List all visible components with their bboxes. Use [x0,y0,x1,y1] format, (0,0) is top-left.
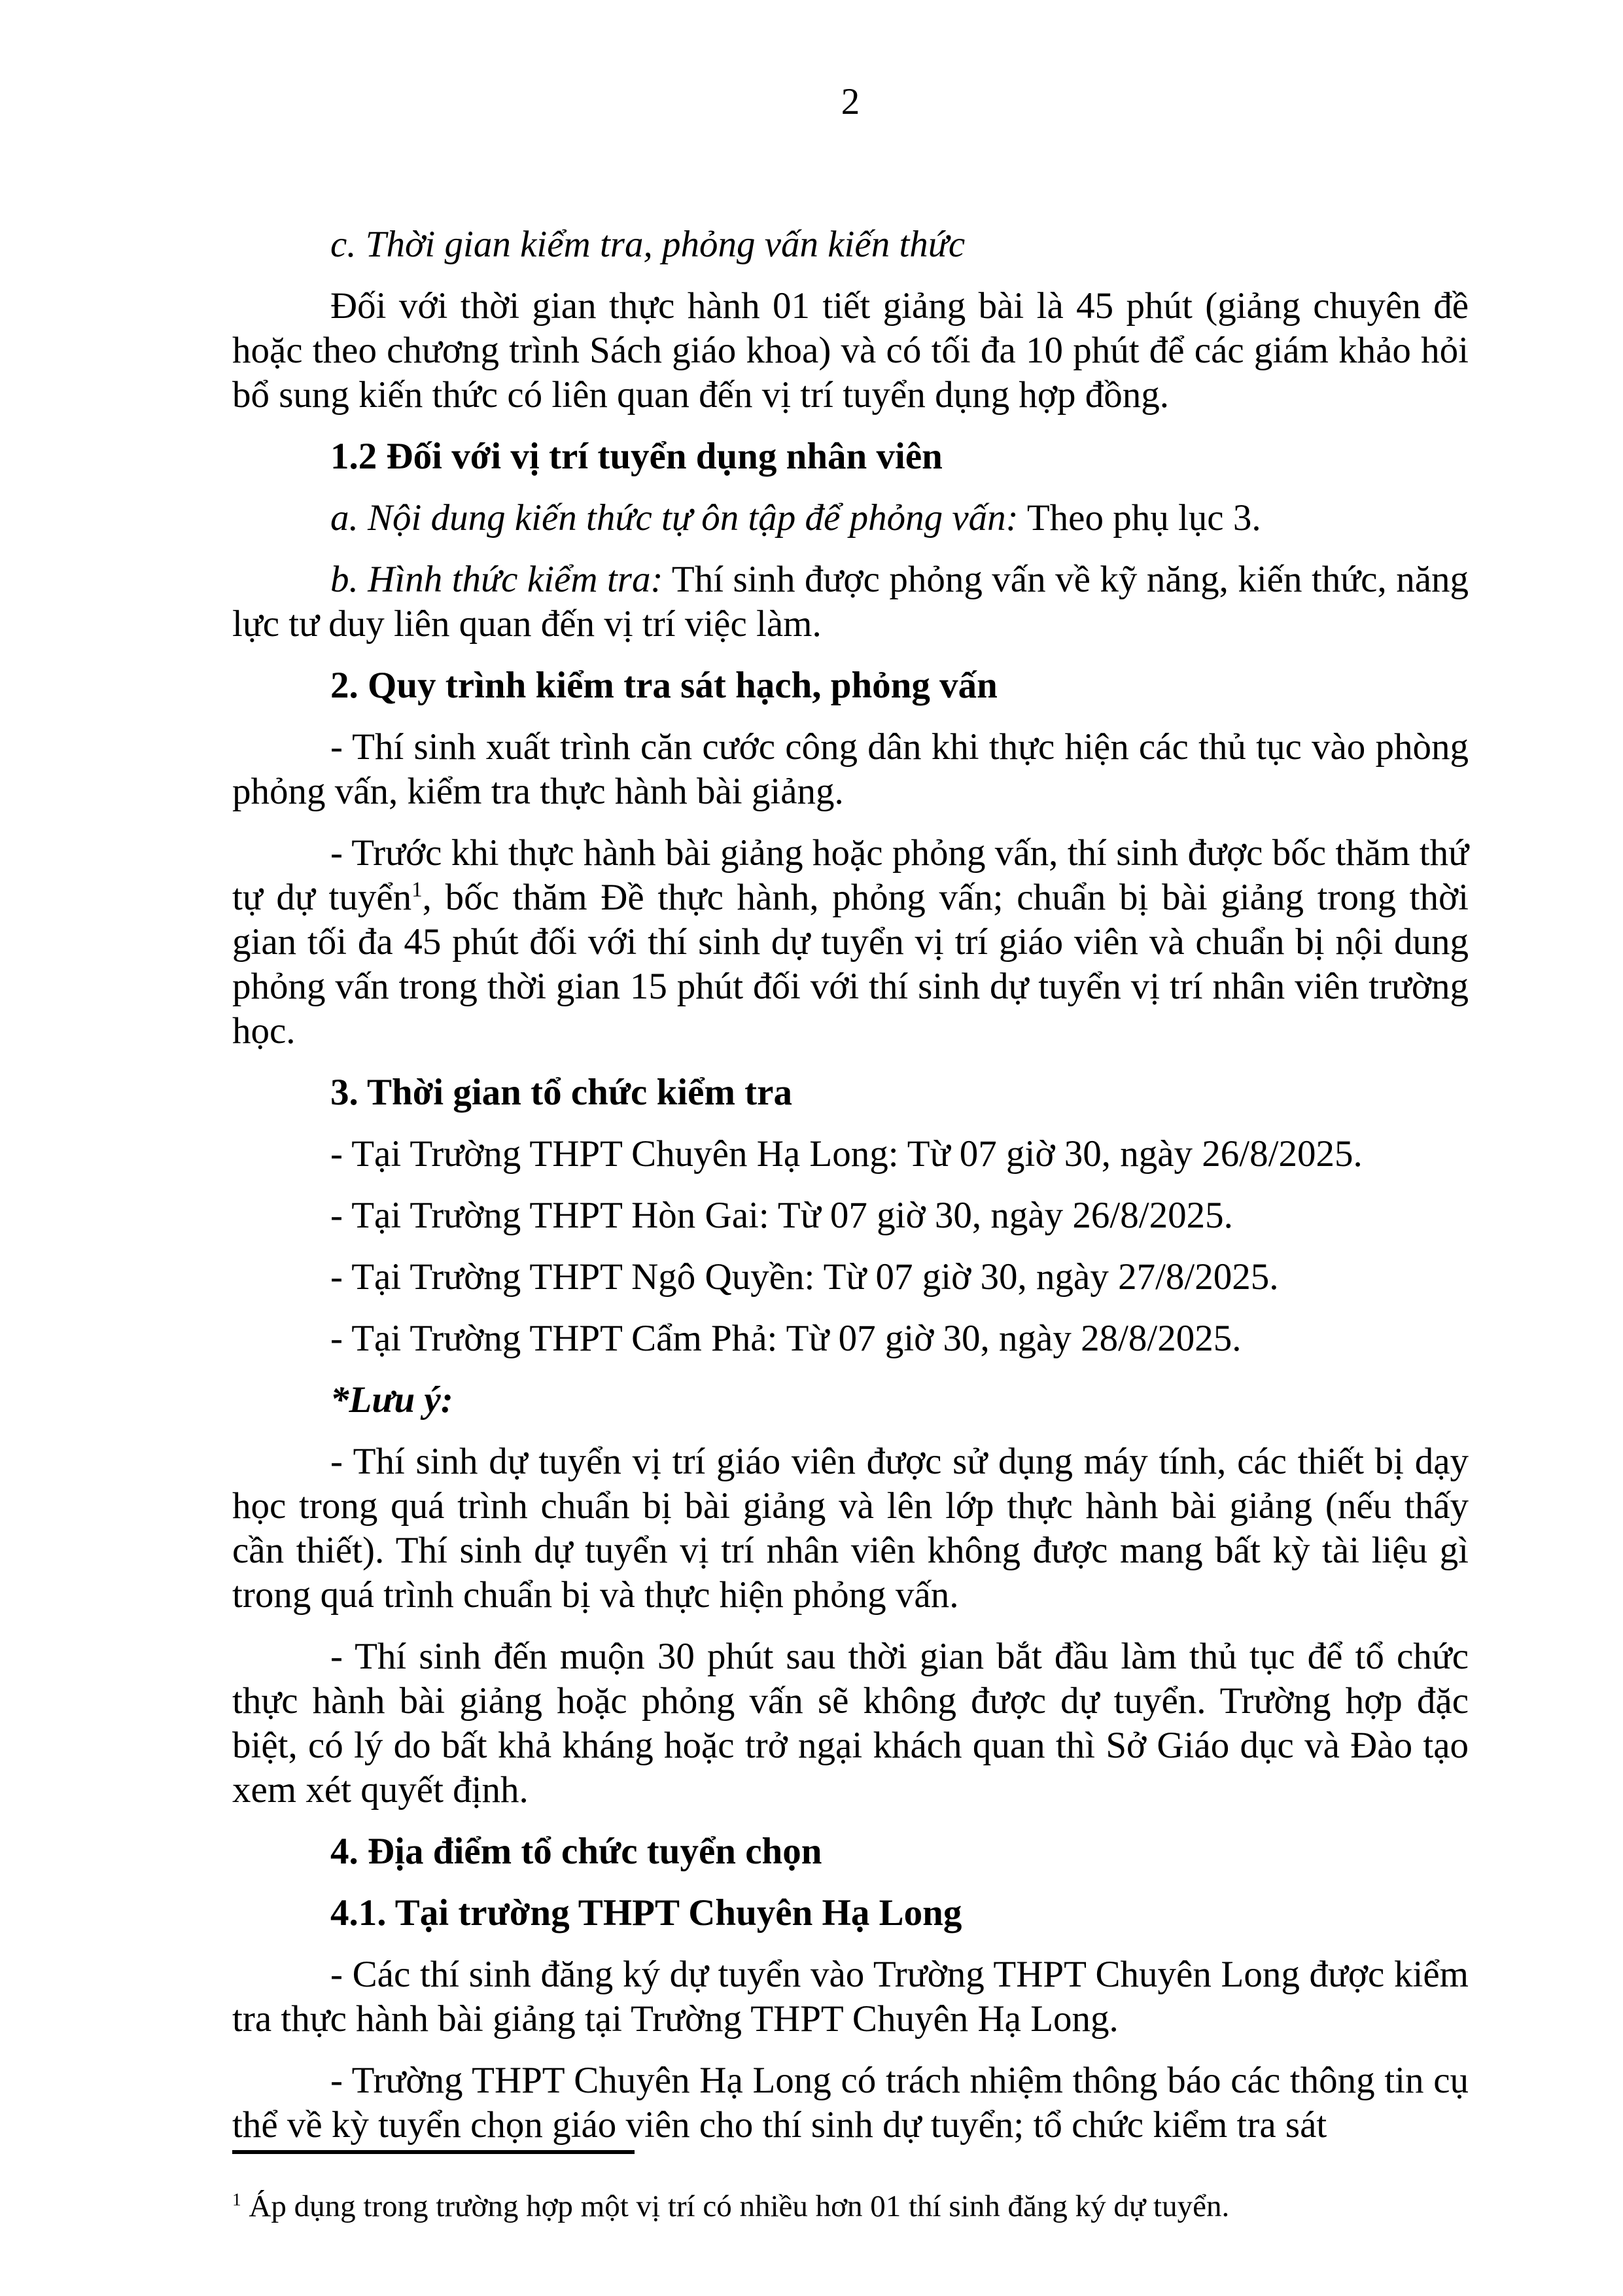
section-heading-3 [232,1070,1469,1115]
section-heading-c [232,222,1469,267]
text-run: c. Thời gian kiểm tra, phỏng vấn kiến thức [330,224,966,265]
footnote-text [232,2188,1469,2225]
text-run: - Tại Trường THPT Hòn Gai: Từ 07 giờ 30, ngày 26/8/2025. [330,1195,1233,1236]
page-number: 2 [841,81,860,122]
text-run: - Trường THPT Chuyên Hạ Long có trách nhiệm thông báo các thông tin cụ thể về kỳ tuyển chọn giáo viên cho thí sinh dự tuyển; tổ chức kiểm tra sát [232,2060,1469,2146]
text-run: - Thí sinh xuất trình căn cước công dân khi thực hiện các thủ tục vào phòng phỏng vấn, kiểm tra thực hành bài giảng. [232,726,1469,812]
text-run: - Thí sinh dự tuyển vị trí giáo viên được sử dụng máy tính, các thiết bị dạy học trong quá trình chuẩn bị bài giảng và lên lớp thực hành bài giảng (nếu thấy cần thiết). Thí sinh dự tuyển vị trí nhân viên không được mang bất kỳ tài liệu gì trong quá trình chuẩn bị và thực hiện phỏng vấn. [232,1441,1469,1616]
text-run: 4. Địa điểm tổ chức tuyển chọn [330,1831,822,1872]
list-item-hon-gai [232,1193,1469,1238]
text-run: 2. Quy trình kiểm tra sát hạch, phỏng vấn [330,665,998,706]
paragraph-registration-location [232,1952,1469,2041]
list-item-ngo-quyen [232,1255,1469,1299]
paragraph-note-late-arrival [232,1634,1469,1812]
text-run: Đối với thời gian thực hành 01 tiết giảng bài là 45 phút (giảng chuyên đề hoặc theo chương trình Sách giáo khoa) và có tối đa 10 phút để các giám khảo hỏi bổ sung kiến thức có liên quan đến vị trí tuyển dụng hợp đồng. [232,285,1469,415]
footnote-area [232,2150,1469,2225]
footnote-body: Áp dụng trong trường hợp một vị trí có nhiều hơn 01 thí sinh đăng ký dự tuyển. [241,2189,1230,2223]
text-run: , bốc thăm Đề thực hành, phỏng vấn; chuẩn bị bài giảng trong thời gian tối đa 45 phút đối với thí sinh dự tuyển vị trí giáo viên và chuẩn bị nội dung phỏng vấn trong thời gian 15 phút đối với thí sinh dự tuyển vị trí nhân viên trường học. [232,877,1469,1051]
text-run: - Trước khi thực hành bài giảng hoặc phỏng vấn, thí sinh được bốc thăm thứ tự dự tuyển [232,832,1469,918]
list-item-cam-pha [232,1316,1469,1361]
section-heading-4-1 [232,1891,1469,1935]
paragraph-school-responsibility [232,2058,1469,2147]
paragraph-a-content [232,496,1469,540]
text-run: - Thí sinh đến muộn 30 phút sau thời gian bắt đầu làm thủ tục để tổ chức thực hành bài giảng hoặc phỏng vấn sẽ không được dự tuyển. Trường hợp đặc biệt, có lý do bất khả kháng hoặc trở ngại khách quan thì Sở Giáo dục và Đào tạo xem xét quyết định. [232,1636,1469,1810]
paragraph-id-check [232,725,1469,814]
paragraph-practice-duration [232,284,1469,417]
footnote-marker: 1 [232,2189,241,2210]
text-run: - Tại Trường THPT Ngô Quyền: Từ 07 giờ 30, ngày 27/8/2025. [330,1256,1279,1298]
text-run: Thí sinh được phỏng vấn về kỹ năng, kiến thức, năng lực tư duy liên quan đến vị trí việc làm. [232,559,1469,645]
text-run: Theo phụ lục 3. [1018,497,1261,539]
section-heading-1-2 [232,434,1469,479]
section-heading-2 [232,663,1469,708]
text-run: 4.1. Tại trường THPT Chuyên Hạ Long [330,1892,962,1934]
text-run: - Các thí sinh đăng ký dự tuyển vào Trường THPT Chuyên Long được kiểm tra thực hành bài giảng tại Trường THPT Chuyên Hạ Long. [232,1954,1469,2040]
section-heading-4 [232,1829,1469,1874]
text-run: b. Hình thức kiểm tra: [330,559,663,600]
text-run: 3. Thời gian tổ chức kiểm tra [330,1072,792,1113]
text-run: - Tại Trường THPT Cẩm Phả: Từ 07 giờ 30, ngày 28/8/2025. [330,1318,1242,1359]
document-body [232,222,1469,2147]
list-item-chuyen-ha-long [232,1132,1469,1176]
footnote-separator-rule [232,2150,635,2154]
text-run: - Tại Trường THPT Chuyên Hạ Long: Từ 07 giờ 30, ngày 26/8/2025. [330,1133,1363,1174]
paragraph-b-format [232,557,1469,646]
footnote-reference: 1 [411,878,423,902]
text-run: *Lưu ý: [330,1379,453,1421]
paragraph-lottery-procedure [232,831,1469,1053]
text-run: a. Nội dung kiến thức tự ôn tập để phỏng vấn: [330,497,1019,539]
paragraph-note-equipment [232,1439,1469,1617]
text-run: 1.2 Đối với vị trí tuyển dụng nhân viên [330,436,943,477]
note-heading [232,1378,1469,1422]
